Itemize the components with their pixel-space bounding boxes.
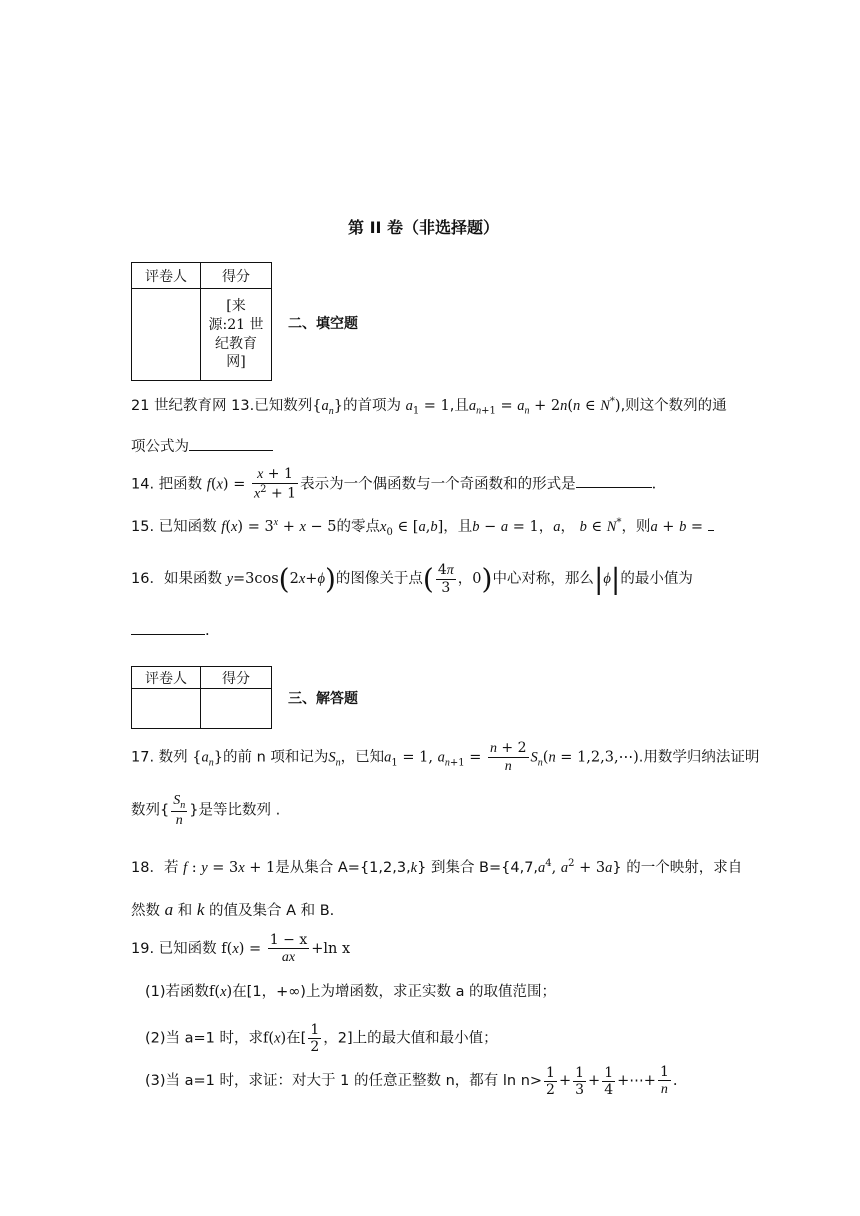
q13-text: 项公式为 — [131, 439, 189, 455]
question-14: 14. 把函数 f(x) = $\frac{x + 1}{x^2 + 1}$ 表示为一个偶函数与一个奇函数和的形式是 . — [131, 466, 657, 502]
q18-text: } 的一个映射，求自 — [612, 859, 743, 876]
q13-prefix: 21 世纪教育网 13.已知数列 — [131, 397, 313, 414]
q14-text: 表示为一个偶函数与一个奇函数和的形式是 — [300, 476, 576, 493]
question-19-part2: (2)当 a=1 时，求f(x)在[ $\frac{1}{2}$ ，2]上的最大值和最小值； — [145, 1022, 498, 1056]
cell-line: [来 — [226, 297, 246, 314]
q15-text: ，则 — [621, 519, 651, 535]
q15-text: ，且 — [443, 519, 473, 535]
question-16-line2: . — [131, 620, 210, 640]
fraction: $\frac{1 - x}{ax}$ — [269, 932, 308, 966]
q15-text: 的零点 — [336, 519, 381, 535]
section-heading-fill-blank: 二、填空题 — [288, 316, 358, 332]
q17-text: .用数学归纳法证明 — [638, 749, 760, 766]
answer-blank[interactable] — [708, 516, 714, 531]
grader-cell — [132, 289, 201, 381]
q18-text: 的值及集合 A 和 B. — [208, 903, 335, 919]
q14-prefix: 14. 把函数 — [131, 476, 203, 493]
question-17-line2 — [131, 792, 280, 829]
q16-text: 的图像关于点 — [335, 571, 423, 588]
answer-blank[interactable] — [131, 620, 205, 635]
fraction: $\frac{1}{3}$ — [575, 1064, 585, 1098]
page-title: 第 II 卷（非选择题） — [348, 218, 500, 237]
question-13-line2 — [131, 436, 273, 456]
question-17: 17. 数列 $\{a_n\}$的前 n 项和记为$S_n$，已知$a_1 = 1$, $a_{n+1}$ = $\frac{n + 2}{n}$ $S_n(n$ = 1,2,3,⋯).用数学归纳法证明 — [131, 740, 760, 775]
q19-text: +ln x — [311, 941, 351, 958]
fraction: $\frac{n + 2}{n}$ — [489, 740, 527, 775]
cell-line: 源:21 世 — [208, 316, 264, 333]
q18-text: } 到集合 B={4,7, — [417, 859, 539, 876]
cell-line: 网] — [226, 354, 246, 371]
q18-text: 然数 — [131, 903, 160, 919]
score-table-1 — [131, 262, 272, 381]
q16-text: 的最小值为 — [620, 571, 693, 588]
q17-text: ，已知 — [340, 749, 385, 766]
q13-text: 的首项为 — [342, 397, 401, 414]
question-13: 21 世纪教育网 13.已知数列$\{a_n\}$的首项为 $a_1 = 1$,且$a_{n+1} = a_n + 2n(n$ ∈ N*),则这个数列的通 — [131, 396, 727, 417]
score-header: 得分 — [201, 667, 272, 689]
grader-header: 评卷人 — [132, 667, 201, 689]
q19-text: (2)当 a=1 时，求 — [145, 1030, 264, 1047]
answer-blank[interactable] — [576, 473, 652, 488]
section-heading-answer: 三、解答题 — [288, 691, 358, 707]
q17-text: 的前 n 项和记为 — [223, 749, 329, 766]
q15-text: ， — [538, 519, 554, 535]
q13-text: ,则这个数列的通 — [620, 397, 727, 414]
q15-prefix: 15. 已知函数 — [131, 519, 217, 535]
q16-prefix: 16．如果函数 — [131, 571, 222, 588]
score-table-2 — [131, 666, 272, 729]
question-19-part1: (1)若函数f(x)在[1，+∞)上为增函数，求正实数 a 的取值范围； — [145, 984, 557, 1000]
fraction: $\frac{1}{n}$ — [659, 1064, 669, 1098]
question-19-part3: (3)当 a=1 时，求证：对大于 1 的任意正整数 n，都有 ln n> $\frac{1}{2}$ + $\frac{1}{3}$ + $\frac{1}{4}$ +⋯+ $\frac{1}{n}$ . — [145, 1064, 678, 1098]
q19-text: (3)当 a=1 时，求证：对大于 1 的任意正整数 n，都有 ln n> — [145, 1073, 543, 1090]
score-cell — [201, 289, 272, 381]
q19-text: (1)若函数 — [145, 984, 210, 1000]
q18-text: 和 — [177, 903, 193, 919]
fraction: $\frac{S_n}{n}$ — [173, 793, 186, 829]
fraction: $\frac{1}{2}$ — [310, 1022, 320, 1056]
question-19: 19. 已知函数 f(x) = $\frac{1 - x}{ax}$ +ln x — [131, 932, 351, 966]
question-15: 15. 已知函数 $f(x) = 3^x + x - 5$的零点$x_0$ ∈ [a,b]，且b − a = 1，a， b ∈ N*，则a + b = — [131, 516, 714, 539]
fraction: $\frac{1}{2}$ — [546, 1064, 555, 1098]
q15-text: ， — [560, 519, 575, 535]
fraction: $\frac{1}{4}$ — [604, 1064, 614, 1098]
q18-text: 是从集合 A={1,2,3, — [275, 859, 411, 876]
grader-cell — [132, 689, 201, 729]
grader-header: 评卷人 — [132, 263, 201, 289]
answer-blank[interactable] — [189, 436, 273, 451]
question-18: 18．若 f : y = 3x + 1是从集合 A={1,2,3,k} 到集合 $B=\{4,7,a^4$, $a^2 + 3a$} 的一个映射，求自 — [131, 858, 743, 876]
fraction: $\frac{4\pi}{3}$ — [437, 562, 454, 597]
q19-text: 在[ — [286, 1030, 307, 1047]
q19-text: 在[1，+∞)上为增函数，求正实数 a 的取值范围； — [232, 984, 557, 1000]
score-header: 得分 — [201, 263, 272, 289]
q17-text: }是等比数列 . — [189, 802, 281, 819]
q17-text: 数列{ — [131, 802, 170, 819]
q19-text: ，2]上的最大值和最小值； — [323, 1030, 498, 1047]
question-18-line2: 然数 a 和 k 的值及集合 A 和 B. — [131, 900, 335, 919]
fraction: $\frac{x + 1}{x^2 + 1}$ — [253, 466, 297, 502]
q18-prefix: 18．若 — [131, 859, 179, 876]
q19-prefix: 19. 已知函数 — [131, 941, 217, 958]
q16-text: 中心对称，那么 — [492, 571, 594, 588]
cell-line: 纪教育 — [215, 335, 257, 352]
q17-prefix: 17. 数列 — [131, 749, 188, 766]
q13-text: ,且 — [449, 397, 469, 414]
score-cell — [201, 689, 272, 729]
question-16: 16．如果函数 y=3cos(2x+ϕ)的图像关于点( $\frac{4\pi}{3}$ ，0)中心对称，那么|ϕ|的最小值为 — [131, 562, 693, 597]
